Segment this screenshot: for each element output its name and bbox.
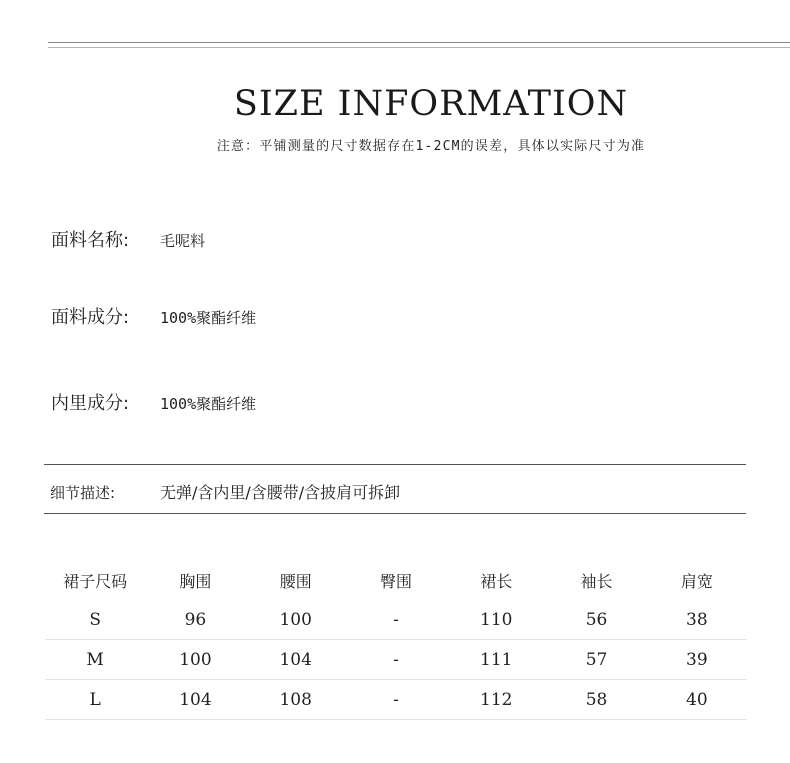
fabric-composition-label: 面料成分: [51,307,130,328]
fabric-composition-row [51,303,256,329]
details-label: 细节描述: [50,484,116,502]
cell-sleeve-length: 56 [585,609,608,630]
header-skirt-length: 裙长 [480,571,513,591]
cell-hip: - [346,680,446,720]
cell-bust: 104 [145,680,245,720]
header-hip: 臀围 [379,571,412,591]
cell-size: M [45,640,145,680]
cell-size: S [89,609,101,630]
header-size: 裙子尺码 [63,571,128,591]
header-shoulder-width: 肩宽 [680,571,713,591]
size-table-header-row [45,560,747,600]
cell-shoulder-width: 39 [647,640,747,680]
lining-composition-row [51,389,256,415]
table-row [45,600,747,640]
cell-waist: 104 [246,640,346,680]
cell-skirt-length: 112 [446,680,546,720]
measurement-note: 注意：平铺测量的尺寸数据存在1-2CM的误差，具体以实际尺寸为准 [216,139,646,154]
cell-sleeve-length: 57 [546,640,646,680]
details-value: 无弹/含内里/含腰带/含披肩可拆卸 [160,483,401,502]
fabric-name-row [51,226,205,252]
lining-composition-label: 内里成分: [51,393,130,414]
cell-hip: - [393,609,399,630]
header-bust: 胸围 [179,571,212,591]
cell-bust: 96 [184,609,207,630]
size-table [45,560,747,720]
header-sleeve-length: 袖长 [580,571,613,591]
details-top-divider [44,464,746,465]
cell-waist: 108 [246,680,346,720]
details-bottom-divider [44,513,746,514]
cell-size: L [45,680,145,720]
lining-composition-value: 100%聚酯纤维 [160,395,257,413]
cell-skirt-length: 110 [480,609,513,630]
cell-hip: - [346,640,446,680]
details-row [50,480,400,503]
header-waist: 腰围 [279,571,312,591]
cell-shoulder-width: 38 [686,609,708,630]
fabric-name-value: 毛呢料 [160,232,206,250]
fabric-name-label: 面料名称: [51,230,130,251]
cell-shoulder-width: 40 [647,680,747,720]
cell-bust: 100 [145,640,245,680]
top-divider-line [48,42,790,43]
fabric-composition-value: 100%聚酯纤维 [160,309,257,327]
table-row [45,640,747,680]
top-divider-line-secondary [48,47,790,48]
cell-sleeve-length: 58 [546,680,646,720]
table-row [45,680,747,720]
cell-skirt-length: 111 [446,640,546,680]
page-title: SIZE INFORMATION [233,84,629,124]
cell-waist: 100 [279,609,312,630]
